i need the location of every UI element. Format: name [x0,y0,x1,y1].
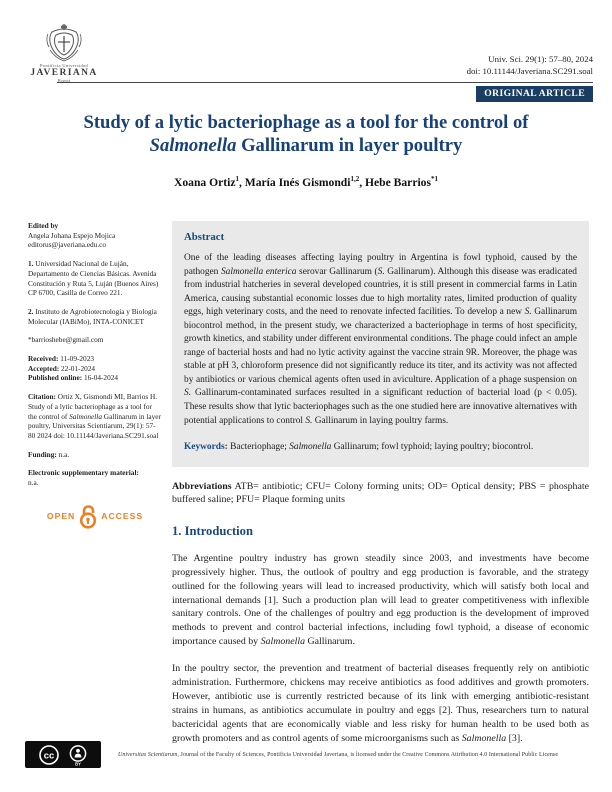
abbreviations-label: Abbreviations [172,480,232,492]
affiliation-1: 1. Universidad Nacional de Luján, Departamento de Ciencias Básicas. Avenida Constitución y Ruta 5, Luján (Buenos Aires) CP 6700, Casilla de Correo 221. [28,259,159,298]
citation-block: Citation: Ortiz X, Gismondi MI, Barrios H. Study of a lytic bacteriophage as a tool for the control of Salmonella Gallinarum in layer poultry, Universitas Scientiarum, 29(1): 57-80 2024 doi: 10.11144/Javeriana.SC291.soal [28,392,161,440]
keywords-line: Keywords: Bacteriophage; Salmonella Gallinarum; fowl typhoid; laying poultry; biocontrol. [184,442,534,453]
abstract-text: One of the leading diseases affecting laying poultry in Argentina is fowl typhoid, caused by the pathogen Salmonella enterica serovar Gallinarum (S. Gallinarum). Although this disease was eradicated from industrial hatcheries in several developed countries, it is still present in commercial farms in Latin America, causing substantial economic losses due to high mortality rates, limited production of quality eggs, high veterinary costs, and the need to renovate infected facilities. To develop a new S. Gallinarum biocontrol method, in the present study, we characterized a bacteriophage in terms of host specificity, growth kinetics, and stability under different environmental conditions. The phage could infect an ample range of bacterial hosts and had no lytic activity against the vaccine strain 9R. Moreover, the phage was stable at pH 3, chloroform presence did not significantly reduce its titer, and its activity was not affected by antibiotics or various chemical agents often used in aviculture. Application of a phage suspension on S. Gallinarum-contaminated surfaces resulted in a significant reduction of bacterial load (p < 0.05). These results show that lytic bacteriophages such as the one studied here are innovative alternatives with potential applications to control S. Gallinarum in laying poultry farms. [184,253,577,426]
title-genus-italic: Salmonella [149,135,237,156]
open-padlock-icon [78,505,98,529]
open-access-logo [28,505,162,529]
cc-by-label: BY [74,761,81,766]
editor-name: Angela Johana Espejo Mojica [28,230,116,240]
open-access-open-label: OPEN [46,510,76,521]
published-date: Published online: 16-04-2024 [28,373,119,383]
article-type-badge: ORIGINAL ARTICLE [476,86,593,102]
creative-commons-badge [25,741,101,768]
cc-icon [38,744,60,766]
page-title: Study of a lytic bacteriophage as a tool for the control of Salmonella Gallinarum in layer poultry [83,112,529,156]
dates-block [28,354,162,383]
funding-block: Funding: n.a. [28,449,70,459]
abbreviations-paragraph: Abbreviations ATB= antibiotic; CFU= Colony forming units; OD= Optical density; PBS = phosphate buffered saline; PFU= Plaque forming units [172,480,589,506]
corresponding-email-link[interactable]: *barrioshebe@gmail.com [28,335,104,345]
editor-email-link[interactable]: editorus@javeriana.edu.co [28,240,107,250]
author-list: Xoana Ortiz$^1$, María Inés Gismondi$^{1,2}$, Hebe Barrios$^{*1}$ [173,175,438,189]
content-columns [28,221,589,746]
supplementary-block: Electronic supplementary material: n.a. [28,468,139,488]
doi-link[interactable]: doi: 10.11144/Javeriana.SC291.soal [466,65,593,76]
introduction-paragraph-2: In the poultry sector, the prevention and treatment of bacterial diseases frequently rely on antibiotic administration. Furthermore, chickens may receive antibiotics as food additives and growth promoters. However, antibiotic use is currently restricted because of its link with emerging antibiotic-resistant strains in humans, as antibiotics accumulate in poultry and eggs [2]. Thus, researchers turn to natural bactericidal agents that are economically viable and less risky for human health to be used both as growth promoters and as control agents of some microorganisms such as Salmonella [3]. [172,663,589,744]
logo-institution-small: Pontificia Universidad [39,63,89,68]
abstract-heading: Abstract [184,231,225,243]
abstract-box [172,221,589,467]
received-date: Received: 11-09-2023 [28,354,94,364]
journal-reference [467,54,593,77]
university-crest-icon [44,22,84,62]
license-statement: Universitas Scientiarum, Journal of the Faculty of Sciences, Pontificia Universidad Javeriana, is licensed under the Creative Commons Attribution 4.0 International Public License [118,752,559,758]
logo-institution-name: JAVERIANA [30,68,98,78]
main-column [172,221,589,746]
keywords-label: Keywords: [184,442,228,453]
affiliation-2: 2. Instituto de Agrobiotecnología y Biología Molecular (IABiMo), INTA-CONICET [28,306,157,326]
open-access-access-label: ACCESS [101,510,144,521]
article-meta-sidebar [28,221,162,746]
journal-issue-pages: Univ. Sci. 29(1): 57–80, 2024 [488,54,593,64]
accepted-date: Accepted: 22-01-2024 [28,363,96,373]
university-logo [20,22,108,83]
logo-city: Bogotá [57,78,71,83]
section-heading-introduction: 1. Introduction [172,523,253,538]
svg-text:cc: cc [43,750,54,761]
edited-by-label: Edited by [28,221,59,230]
introduction-paragraph-1: The Argentine poultry industry has grown steadily since 2003, and investments have become progressively higher. Thus, the outlook of poultry and egg production is favorable, and the strategy outlined for the following years will lead to increased productivity, which will satisfy both local and international demands [1]. Such a production plan will lead to greater competitiveness with inflexible sanitary controls. One of the challenges of poultry and egg production is the development of improved methods to prevent and control bacterial infections, including fowl typhoid, a disease of economic importance caused by Salmonella Gallinarum. [172,552,589,648]
cc-by-person-icon [67,744,89,766]
header-divider [57,82,593,83]
edited-by-block [28,221,162,250]
